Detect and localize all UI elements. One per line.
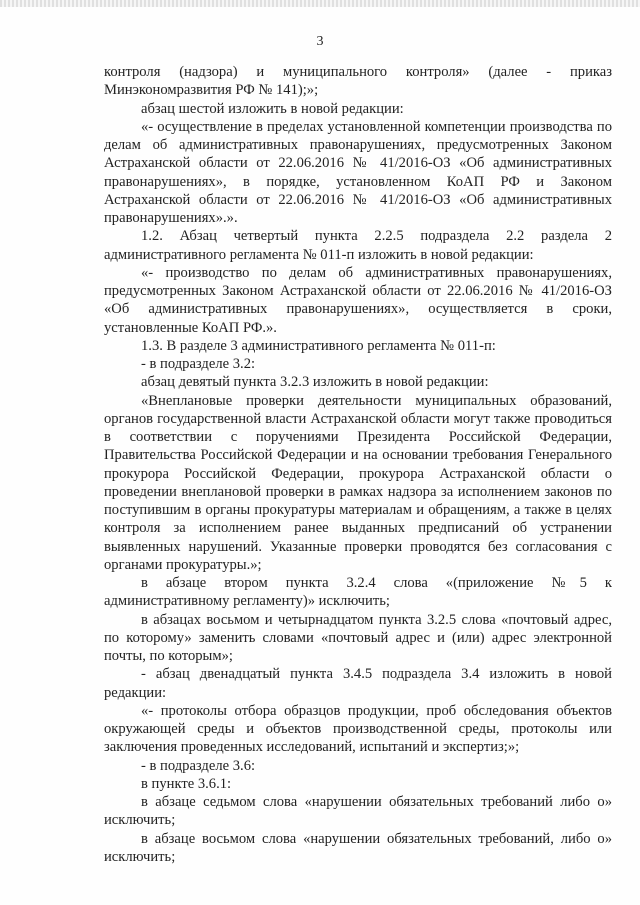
paragraph: абзац шестой изложить в новой редакции: (141, 100, 404, 117)
paragraph: 1.3. В разделе 3 административного регламента № 011-п: (141, 337, 496, 354)
paragraph: в абзаце седьмом слова «нарушении обязательных требований либо о» исключить; (104, 794, 612, 829)
paragraph: в абзацах восьмом и четырнадцатом пункта 3.2.5 слова «почтовый адрес, по которому» заменить словами «почтовый адрес и (или) адрес электронной почты, по которым»; (104, 611, 612, 664)
paragraph: «- протоколы отбора образцов продукции, проб обследования объектов окружающей среды и объектов производственной среды, протоколы или заключения проведенных исследований, испытаний и экспертиз;»; (104, 702, 612, 756)
paragraph: - в подразделе 3.2: (141, 356, 256, 372)
paragraph: контроля (надзора) и муниципального контроля» (далее - приказ Минэкономразвития РФ № 141);»; (104, 64, 612, 99)
document-body (104, 63, 612, 866)
page-number: 3 (316, 34, 324, 49)
paragraph: 1.2. Абзац четвертый пункта 2.2.5 подраздела 2.2 раздела 2 административного регламента № 011-п изложить в новой редакции: (104, 228, 612, 263)
paragraph: - в подразделе 3.6: (141, 757, 256, 774)
paragraph: «Внеплановые проверки деятельности муниципальных образований, органов государственной власти Астраханской области могут также проводиться в соответствии с поручениями Президента Российской Федерации, Правительства Российской Федерации и на основании требования Генерального прокурора Российской Федерации, прокурора Астраханской области о проведении внеплановой проверки в рамках надзора за исполнением законов по поступившим в органы прокуратуры материалам и обращениям, а также в целях контроля за исполнением ранее выданных предписаний об устранении выявленных нарушений. Указанные проверки проводятся без согласования с органами прокуратуры.»; (104, 392, 612, 573)
paragraph: абзац девятый пункта 3.2.3 изложить в новой редакции: (141, 374, 489, 391)
paragraph: в пункте 3.6.1: (141, 775, 232, 792)
paragraph: - абзац двенадцатый пункта 3.4.5 подраздела 3.4 изложить в новой редакции: (104, 666, 612, 701)
paragraph: «- осуществление в пределах установленной компетенции производства по делам об административных правонарушениях, предусмотренных Законом Астраханской области от 22.06.2016 № 41/2016-ОЗ «Об административных правонарушениях», в порядке, установленном КоАП РФ и Законом Астраханской области от 22.06.2016 № 41/2016-ОЗ «Об административных правонарушениях».». (104, 118, 612, 226)
scan-edge (0, 0, 640, 7)
paragraph: «- производство по делам об административных правонарушениях, предусмотренных Законом Астраханской области от 22.06.2016 № 41/2016-ОЗ «Об административных правонарушениях», осуществляется в сроки, установленные КоАП РФ.». (104, 264, 612, 336)
paragraph: в абзаце восьмом слова «нарушении обязательных требований, либо о» исключить; (104, 830, 612, 865)
paragraph: в абзаце втором пункта 3.2.4 слова «(приложение №5 к административному регламенту)» исключить; (104, 575, 612, 610)
